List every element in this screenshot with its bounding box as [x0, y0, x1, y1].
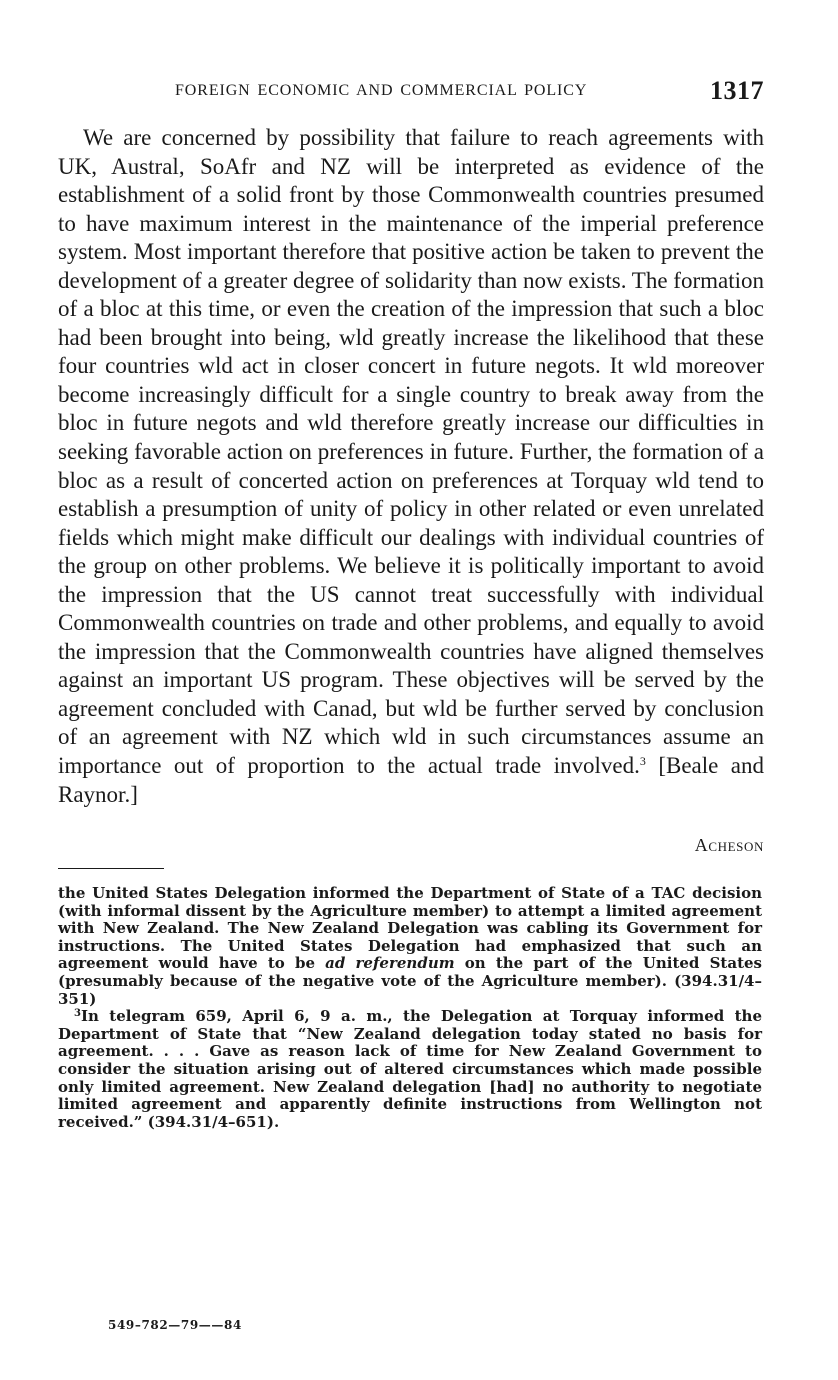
page-header — [58, 76, 764, 108]
footnote-3-text: In telegram 659, April 6, 9 a. m., the Delegation at Torquay informed the Department of State that “New Zealand delegation today stated no basis for agreement. . . . Gave as reason lack of time for New Zealand Government to consider the situation arising out of altered circumstances which made possible only limited agreement. New Zealand delegation [had] no authority to negotiate limited agreement and apparently definite instructions from Wellington not received.” (394.31/4–651). — [58, 1007, 762, 1131]
signature: Acheson — [694, 835, 764, 855]
footnote-reference-3[interactable]: 3 — [639, 754, 646, 769]
printer-code: 549–782—79——84 — [108, 1318, 242, 1332]
footnote-continued-text: the United States Delegation informed the Department of State of a TAC decision (with informal dissent by the Agriculture member) to attempt a limited agreement with New Zealand. The New Zealand Delegation was cabling its Government for instructions. The United States Delegation had emphasized that such an agreement would have to be — [58, 884, 762, 973]
footnote-3-marker: 3 — [74, 1008, 81, 1020]
footnote-continued — [58, 885, 762, 1008]
drafters-attribution: [Beale and Raynor.] — [58, 753, 764, 807]
body-paragraph — [58, 124, 764, 809]
footnotes-section — [58, 885, 762, 1131]
footnote-continued-text-end: on the part of the United States (presumably because of the negative vote of the Agriculture member). (394.31/4–351) — [58, 954, 762, 1008]
footnote-3 — [58, 1008, 762, 1131]
body-paragraph-text: We are concerned by possibility that failure to reach agreements with UK, Austral, SoAfr and NZ will be interpreted as evidence of the establishment of a solid front by those Commonwealth countries presumed to have maximum interest in the maintenance of the imperial preference system. Most important therefore that positive action be taken to prevent the development of a greater degree of solidarity than now exists. The formation of a bloc at this time, or even the creation of the impression that such a bloc had been brought into being, wld greatly increase the likelihood that these four countries wld act in closer concert in future negots. It wld moreover become increasingly difficult for a single country to break away from the bloc in future negots and wld therefore greatly increase our difficulties in seeking favorable action on preferences in future. Further, the formation of a bloc as a result of concerted action on preferences at Torquay wld tend to establish a presumption of unity of policy in other related or even unrelated fields which might make difficult our dealings with individual countries of the group on other problems. We believe it is politically important to avoid the impression that the US cannot treat successfully with individual Commonwealth countries on trade and other problems, and equally to avoid the impression that the Commonwealth countries have aligned themselves against an important US program. These objectives will be served by the agreement concluded with Canad, but wld be further served by conclusion of an agreement with NZ which wld in such circumstances assume an importance out of proportion to the actual trade involved. — [58, 125, 764, 779]
footnote-italic-term: ad referendum — [325, 954, 455, 973]
footnote-divider — [58, 868, 164, 869]
running-head: FOREIGN ECONOMIC AND COMMERCIAL POLICY — [175, 82, 588, 99]
page-number: 1317 — [710, 76, 764, 105]
